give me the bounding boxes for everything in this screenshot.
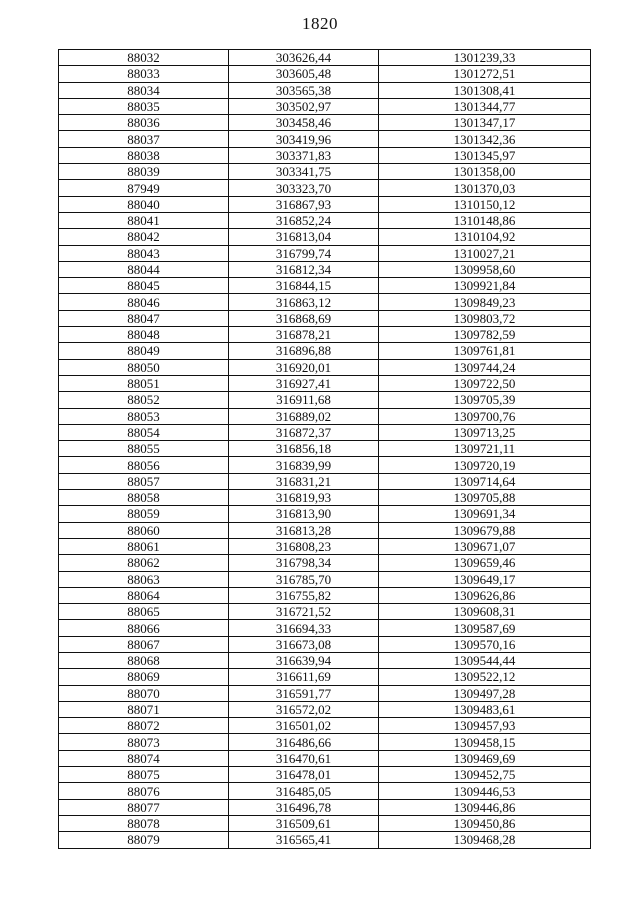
table-row (59, 375, 591, 391)
coordinates-table-container (58, 49, 590, 849)
table-row (59, 734, 591, 750)
point-number-cell: 88072 (59, 718, 229, 734)
table-row (59, 441, 591, 457)
x-coordinate-cell: 316721,52 (229, 604, 379, 620)
y-coordinate-cell: 1309744,24 (379, 359, 591, 375)
x-coordinate-cell: 316819,93 (229, 490, 379, 506)
y-coordinate-cell: 1309544,44 (379, 652, 591, 668)
point-number-cell: 88059 (59, 506, 229, 522)
point-number-cell: 88058 (59, 490, 229, 506)
y-coordinate-cell: 1309705,39 (379, 392, 591, 408)
y-coordinate-cell: 1309659,46 (379, 555, 591, 571)
x-coordinate-cell: 303419,96 (229, 131, 379, 147)
table-row (59, 538, 591, 554)
y-coordinate-cell: 1309626,86 (379, 587, 591, 603)
x-coordinate-cell: 316565,41 (229, 832, 379, 848)
table-row (59, 327, 591, 343)
x-coordinate-cell: 316863,12 (229, 294, 379, 310)
point-number-cell: 88077 (59, 799, 229, 815)
x-coordinate-cell: 316878,21 (229, 327, 379, 343)
x-coordinate-cell: 303626,44 (229, 50, 379, 66)
y-coordinate-cell: 1309722,50 (379, 375, 591, 391)
y-coordinate-cell: 1309782,59 (379, 327, 591, 343)
table-row (59, 180, 591, 196)
point-number-cell: 88063 (59, 571, 229, 587)
x-coordinate-cell: 316831,21 (229, 473, 379, 489)
point-number-cell: 88048 (59, 327, 229, 343)
point-number-cell: 88047 (59, 310, 229, 326)
table-row (59, 636, 591, 652)
table-row (59, 571, 591, 587)
table-row (59, 620, 591, 636)
table-row (59, 815, 591, 831)
table-row (59, 652, 591, 668)
y-coordinate-cell: 1309483,61 (379, 701, 591, 717)
y-coordinate-cell: 1309457,93 (379, 718, 591, 734)
table-row (59, 147, 591, 163)
point-number-cell: 88065 (59, 604, 229, 620)
table-row (59, 98, 591, 114)
x-coordinate-cell: 316839,99 (229, 457, 379, 473)
point-number-cell: 88042 (59, 229, 229, 245)
x-coordinate-cell: 316867,93 (229, 196, 379, 212)
x-coordinate-cell: 316896,88 (229, 343, 379, 359)
point-number-cell: 88073 (59, 734, 229, 750)
y-coordinate-cell: 1309468,28 (379, 832, 591, 848)
page-number: 1820 (302, 14, 338, 33)
table-row (59, 50, 591, 66)
table-row (59, 490, 591, 506)
x-coordinate-cell: 303341,75 (229, 164, 379, 180)
table-row (59, 261, 591, 277)
point-number-cell: 88056 (59, 457, 229, 473)
x-coordinate-cell: 316868,69 (229, 310, 379, 326)
y-coordinate-cell: 1310027,21 (379, 245, 591, 261)
y-coordinate-cell: 1309452,75 (379, 767, 591, 783)
table-row (59, 669, 591, 685)
x-coordinate-cell: 303458,46 (229, 115, 379, 131)
table-row (59, 164, 591, 180)
y-coordinate-cell: 1309649,17 (379, 571, 591, 587)
coordinates-table-body (59, 50, 591, 849)
y-coordinate-cell: 1309679,88 (379, 522, 591, 538)
y-coordinate-cell: 1309469,69 (379, 750, 591, 766)
y-coordinate-cell: 1309446,53 (379, 783, 591, 799)
x-coordinate-cell: 316485,05 (229, 783, 379, 799)
point-number-cell: 88033 (59, 66, 229, 82)
point-number-cell: 88079 (59, 832, 229, 848)
y-coordinate-cell: 1310150,12 (379, 196, 591, 212)
table-row (59, 82, 591, 98)
x-coordinate-cell: 316808,23 (229, 538, 379, 554)
table-row (59, 832, 591, 848)
y-coordinate-cell: 1301272,51 (379, 66, 591, 82)
y-coordinate-cell: 1309803,72 (379, 310, 591, 326)
x-coordinate-cell: 316572,02 (229, 701, 379, 717)
table-row (59, 457, 591, 473)
x-coordinate-cell: 316591,77 (229, 685, 379, 701)
table-row (59, 604, 591, 620)
y-coordinate-cell: 1309570,16 (379, 636, 591, 652)
table-row (59, 506, 591, 522)
y-coordinate-cell: 1309691,34 (379, 506, 591, 522)
x-coordinate-cell: 316813,04 (229, 229, 379, 245)
x-coordinate-cell: 316889,02 (229, 408, 379, 424)
x-coordinate-cell: 316852,24 (229, 212, 379, 228)
point-number-cell: 88038 (59, 147, 229, 163)
y-coordinate-cell: 1309713,25 (379, 424, 591, 440)
point-number-cell: 88062 (59, 555, 229, 571)
x-coordinate-cell: 316611,69 (229, 669, 379, 685)
point-number-cell: 88076 (59, 783, 229, 799)
table-row (59, 701, 591, 717)
y-coordinate-cell: 1309705,88 (379, 490, 591, 506)
y-coordinate-cell: 1309450,86 (379, 815, 591, 831)
point-number-cell: 88037 (59, 131, 229, 147)
y-coordinate-cell: 1309446,86 (379, 799, 591, 815)
x-coordinate-cell: 316673,08 (229, 636, 379, 652)
table-row (59, 750, 591, 766)
point-number-cell: 88069 (59, 669, 229, 685)
point-number-cell: 88075 (59, 767, 229, 783)
point-number-cell: 88068 (59, 652, 229, 668)
x-coordinate-cell: 316920,01 (229, 359, 379, 375)
x-coordinate-cell: 316813,90 (229, 506, 379, 522)
x-coordinate-cell: 303502,97 (229, 98, 379, 114)
point-number-cell: 88049 (59, 343, 229, 359)
point-number-cell: 88078 (59, 815, 229, 831)
y-coordinate-cell: 1301342,36 (379, 131, 591, 147)
x-coordinate-cell: 316755,82 (229, 587, 379, 603)
table-row (59, 424, 591, 440)
point-number-cell: 88046 (59, 294, 229, 310)
y-coordinate-cell: 1301345,97 (379, 147, 591, 163)
point-number-cell: 88041 (59, 212, 229, 228)
point-number-cell: 88034 (59, 82, 229, 98)
table-row (59, 718, 591, 734)
point-number-cell: 88066 (59, 620, 229, 636)
point-number-cell: 87949 (59, 180, 229, 196)
point-number-cell: 88061 (59, 538, 229, 554)
point-number-cell: 88040 (59, 196, 229, 212)
table-row (59, 212, 591, 228)
x-coordinate-cell: 316486,66 (229, 734, 379, 750)
table-row (59, 408, 591, 424)
y-coordinate-cell: 1301370,03 (379, 180, 591, 196)
table-row (59, 115, 591, 131)
table-row (59, 66, 591, 82)
table-row (59, 587, 591, 603)
x-coordinate-cell: 316844,15 (229, 278, 379, 294)
x-coordinate-cell: 316694,33 (229, 620, 379, 636)
table-row (59, 522, 591, 538)
x-coordinate-cell: 316509,61 (229, 815, 379, 831)
point-number-cell: 88074 (59, 750, 229, 766)
table-row (59, 196, 591, 212)
x-coordinate-cell: 316798,34 (229, 555, 379, 571)
point-number-cell: 88060 (59, 522, 229, 538)
y-coordinate-cell: 1309714,64 (379, 473, 591, 489)
table-row (59, 229, 591, 245)
point-number-cell: 88055 (59, 441, 229, 457)
x-coordinate-cell: 303323,70 (229, 180, 379, 196)
x-coordinate-cell: 316496,78 (229, 799, 379, 815)
table-row (59, 392, 591, 408)
x-coordinate-cell: 316470,61 (229, 750, 379, 766)
point-number-cell: 88032 (59, 50, 229, 66)
y-coordinate-cell: 1301308,41 (379, 82, 591, 98)
table-row (59, 783, 591, 799)
y-coordinate-cell: 1301347,17 (379, 115, 591, 131)
point-number-cell: 88067 (59, 636, 229, 652)
point-number-cell: 88054 (59, 424, 229, 440)
y-coordinate-cell: 1309608,31 (379, 604, 591, 620)
y-coordinate-cell: 1309497,28 (379, 685, 591, 701)
y-coordinate-cell: 1309921,84 (379, 278, 591, 294)
x-coordinate-cell: 316872,37 (229, 424, 379, 440)
y-coordinate-cell: 1310148,86 (379, 212, 591, 228)
x-coordinate-cell: 316927,41 (229, 375, 379, 391)
table-row (59, 767, 591, 783)
point-number-cell: 88045 (59, 278, 229, 294)
table-row (59, 555, 591, 571)
coordinates-table (58, 49, 591, 849)
x-coordinate-cell: 316785,70 (229, 571, 379, 587)
table-row (59, 359, 591, 375)
point-number-cell: 88035 (59, 98, 229, 114)
x-coordinate-cell: 316911,68 (229, 392, 379, 408)
point-number-cell: 88050 (59, 359, 229, 375)
point-number-cell: 88036 (59, 115, 229, 131)
table-row (59, 131, 591, 147)
point-number-cell: 88051 (59, 375, 229, 391)
x-coordinate-cell: 303605,48 (229, 66, 379, 82)
y-coordinate-cell: 1309671,07 (379, 538, 591, 554)
y-coordinate-cell: 1301344,77 (379, 98, 591, 114)
x-coordinate-cell: 316856,18 (229, 441, 379, 457)
x-coordinate-cell: 303565,38 (229, 82, 379, 98)
point-number-cell: 88070 (59, 685, 229, 701)
table-row (59, 343, 591, 359)
point-number-cell: 88057 (59, 473, 229, 489)
x-coordinate-cell: 316812,34 (229, 261, 379, 277)
y-coordinate-cell: 1309522,12 (379, 669, 591, 685)
x-coordinate-cell: 303371,83 (229, 147, 379, 163)
x-coordinate-cell: 316813,28 (229, 522, 379, 538)
table-row (59, 245, 591, 261)
y-coordinate-cell: 1310104,92 (379, 229, 591, 245)
x-coordinate-cell: 316501,02 (229, 718, 379, 734)
y-coordinate-cell: 1309761,81 (379, 343, 591, 359)
y-coordinate-cell: 1309720,19 (379, 457, 591, 473)
table-row (59, 473, 591, 489)
table-row (59, 294, 591, 310)
y-coordinate-cell: 1301358,00 (379, 164, 591, 180)
x-coordinate-cell: 316478,01 (229, 767, 379, 783)
table-row (59, 685, 591, 701)
y-coordinate-cell: 1309700,76 (379, 408, 591, 424)
table-row (59, 278, 591, 294)
y-coordinate-cell: 1301239,33 (379, 50, 591, 66)
y-coordinate-cell: 1309587,69 (379, 620, 591, 636)
point-number-cell: 88039 (59, 164, 229, 180)
y-coordinate-cell: 1309849,23 (379, 294, 591, 310)
y-coordinate-cell: 1309458,15 (379, 734, 591, 750)
point-number-cell: 88043 (59, 245, 229, 261)
point-number-cell: 88064 (59, 587, 229, 603)
x-coordinate-cell: 316639,94 (229, 652, 379, 668)
point-number-cell: 88071 (59, 701, 229, 717)
y-coordinate-cell: 1309721,11 (379, 441, 591, 457)
table-row (59, 799, 591, 815)
point-number-cell: 88053 (59, 408, 229, 424)
y-coordinate-cell: 1309958,60 (379, 261, 591, 277)
point-number-cell: 88052 (59, 392, 229, 408)
point-number-cell: 88044 (59, 261, 229, 277)
table-row (59, 310, 591, 326)
x-coordinate-cell: 316799,74 (229, 245, 379, 261)
